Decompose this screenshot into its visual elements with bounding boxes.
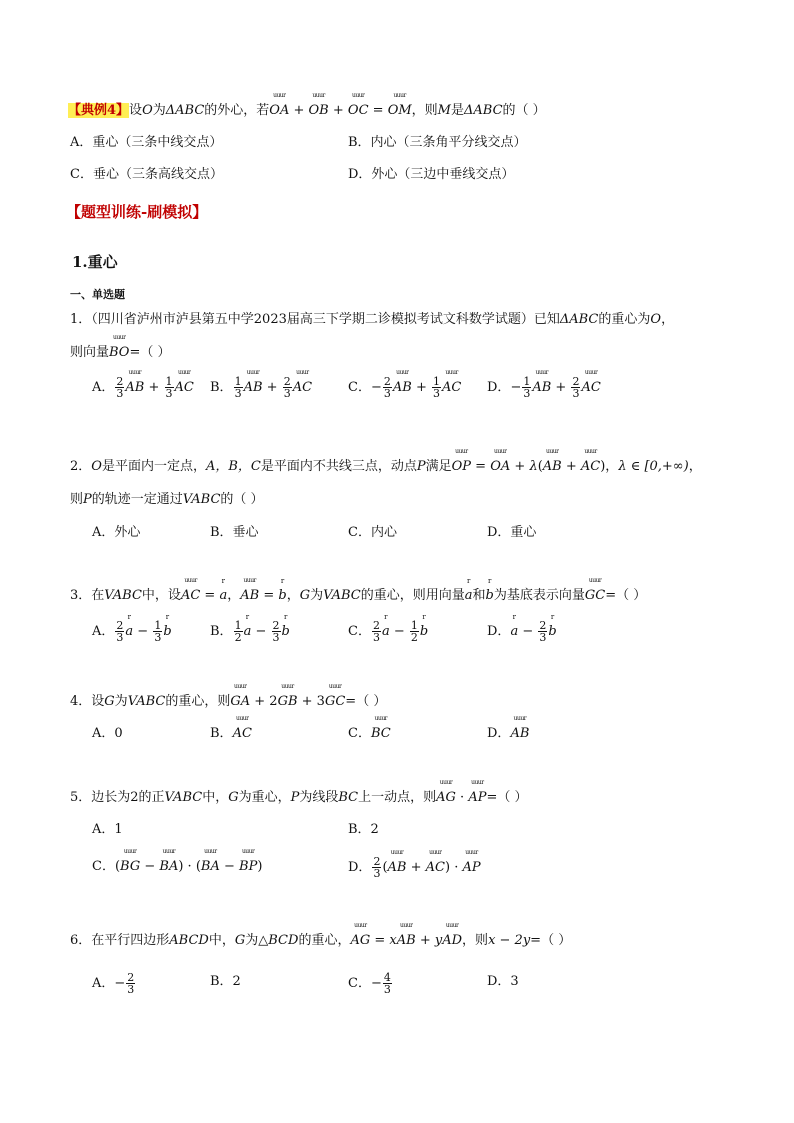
q1-option-a[interactable]: A． $\frac{2}{3}$ uuur AB + $\frac{1}{3}$ uuur AC (92, 376, 194, 399)
q2-stem-line2: 则P的轨迹一定通过VABC的（ ） (70, 492, 264, 507)
q2-option-b[interactable]: B．垂心 (210, 525, 259, 540)
q5-option-a[interactable]: A．1 (92, 822, 123, 837)
q3-option-d[interactable]: D．r a − $\frac{2}{3}$ r b (487, 620, 557, 643)
example4-option-b[interactable]: B．内心（三条角平分线交点） (348, 135, 527, 150)
q2-option-d[interactable]: D．重心 (487, 525, 537, 540)
q3-option-a[interactable]: A． $\frac{2}{3}$ r a − $\frac{1}{3}$ r b (92, 620, 172, 643)
q6-stem: 6．在平行四边形ABCD中，G为△BCD的重心，uuur AG = xuuur AB + yuuur AD，则x − 2y=（ ） (70, 932, 571, 950)
section-title: 1.重心 (72, 253, 118, 271)
example4-option-a[interactable]: A．重心（三条中线交点） (70, 135, 223, 150)
subsection-title: 一、单选题 (70, 288, 125, 301)
q6-option-a[interactable]: A．− $\frac{2}{3}$ (92, 971, 135, 996)
q5-option-c[interactable]: C．(uuur BG − uuur BA) · (uuur BA − uuur BP) (92, 858, 262, 876)
q6-option-b[interactable]: B．2 (210, 974, 241, 989)
q5-option-d[interactable]: D． $\frac{2}{3}$ (uuur AB + uuur AC) · uuur AP (348, 856, 481, 879)
q2-option-c[interactable]: C．内心 (348, 525, 397, 540)
example4-stem: 【典例4】设O为ΔABC的外心，若uuur OA + uuur OB + uuur OC = uuur OM，则M是ΔABC的（ ） (68, 102, 546, 120)
q4-option-d[interactable]: D．uuur AB (487, 725, 529, 743)
example4-option-c[interactable]: C．垂心（三条高线交点） (70, 167, 223, 182)
q4-option-a[interactable]: A．0 (92, 726, 123, 741)
q4-stem: 4．设G为VABC的重心，则uuur GA + 2uuur GB + 3uuur GC=（ ） (70, 693, 386, 711)
q2-stem-line1: 2．O是平面内一定点，A，B，C是平面内不共线三点，动点P满足uuur OP = uuur OA + λ(uuur AB + uuur AC)，λ ∈ [0,+∞)， (70, 458, 702, 476)
q4-option-c[interactable]: C．uuur BC (348, 725, 391, 743)
q1-option-c[interactable]: C．− $\frac{2}{3}$ uuur AB + $\frac{1}{3}$ uuur AC (348, 376, 461, 399)
q3-option-c[interactable]: C． $\frac{2}{3}$ r a − $\frac{1}{2}$ r b (348, 620, 428, 643)
q1-option-b[interactable]: B． $\frac{1}{3}$ uuur AB + $\frac{2}{3}$ uuur AC (210, 376, 312, 399)
q6-option-d[interactable]: D．3 (487, 974, 519, 989)
example4-option-d[interactable]: D．外心（三边中垂线交点） (348, 167, 515, 182)
example4-tag: 【典例4】 (68, 103, 130, 118)
q5-option-b[interactable]: B．2 (348, 822, 379, 837)
q3-stem: 3．在VABC中，设uuur AC = r a，uuur AB = r b，G为VABC的重心，则用向量r a和r b为基底表示向量uuur GC=（ ） (70, 587, 646, 605)
q1-option-d[interactable]: D．− $\frac{1}{3}$ uuur AB + $\frac{2}{3}$ uuur AC (487, 376, 601, 399)
q5-stem: 5．边长为2的正VABC中，G为重心，P为线段BC上一动点，则uuur AG · uuur AP=（ ） (70, 789, 528, 807)
q3-option-b[interactable]: B． $\frac{1}{2}$ r a − $\frac{2}{3}$ r b (210, 620, 290, 643)
q1-stem-line2: 则向量uuur BO=（ ） (70, 344, 171, 362)
q1-stem-line1: 1．（四川省泸州市泸县第五中学2023届高三下学期二诊模拟考试文科数学试题）已知ΔABC的重心为O， (70, 312, 675, 327)
practice-banner: 【题型训练-刷模拟】 (66, 203, 208, 221)
q2-option-a[interactable]: A．外心 (92, 525, 141, 540)
q4-option-b[interactable]: B．uuur AC (210, 725, 252, 743)
q6-option-c[interactable]: C．− $\frac{4}{3}$ (348, 971, 391, 996)
